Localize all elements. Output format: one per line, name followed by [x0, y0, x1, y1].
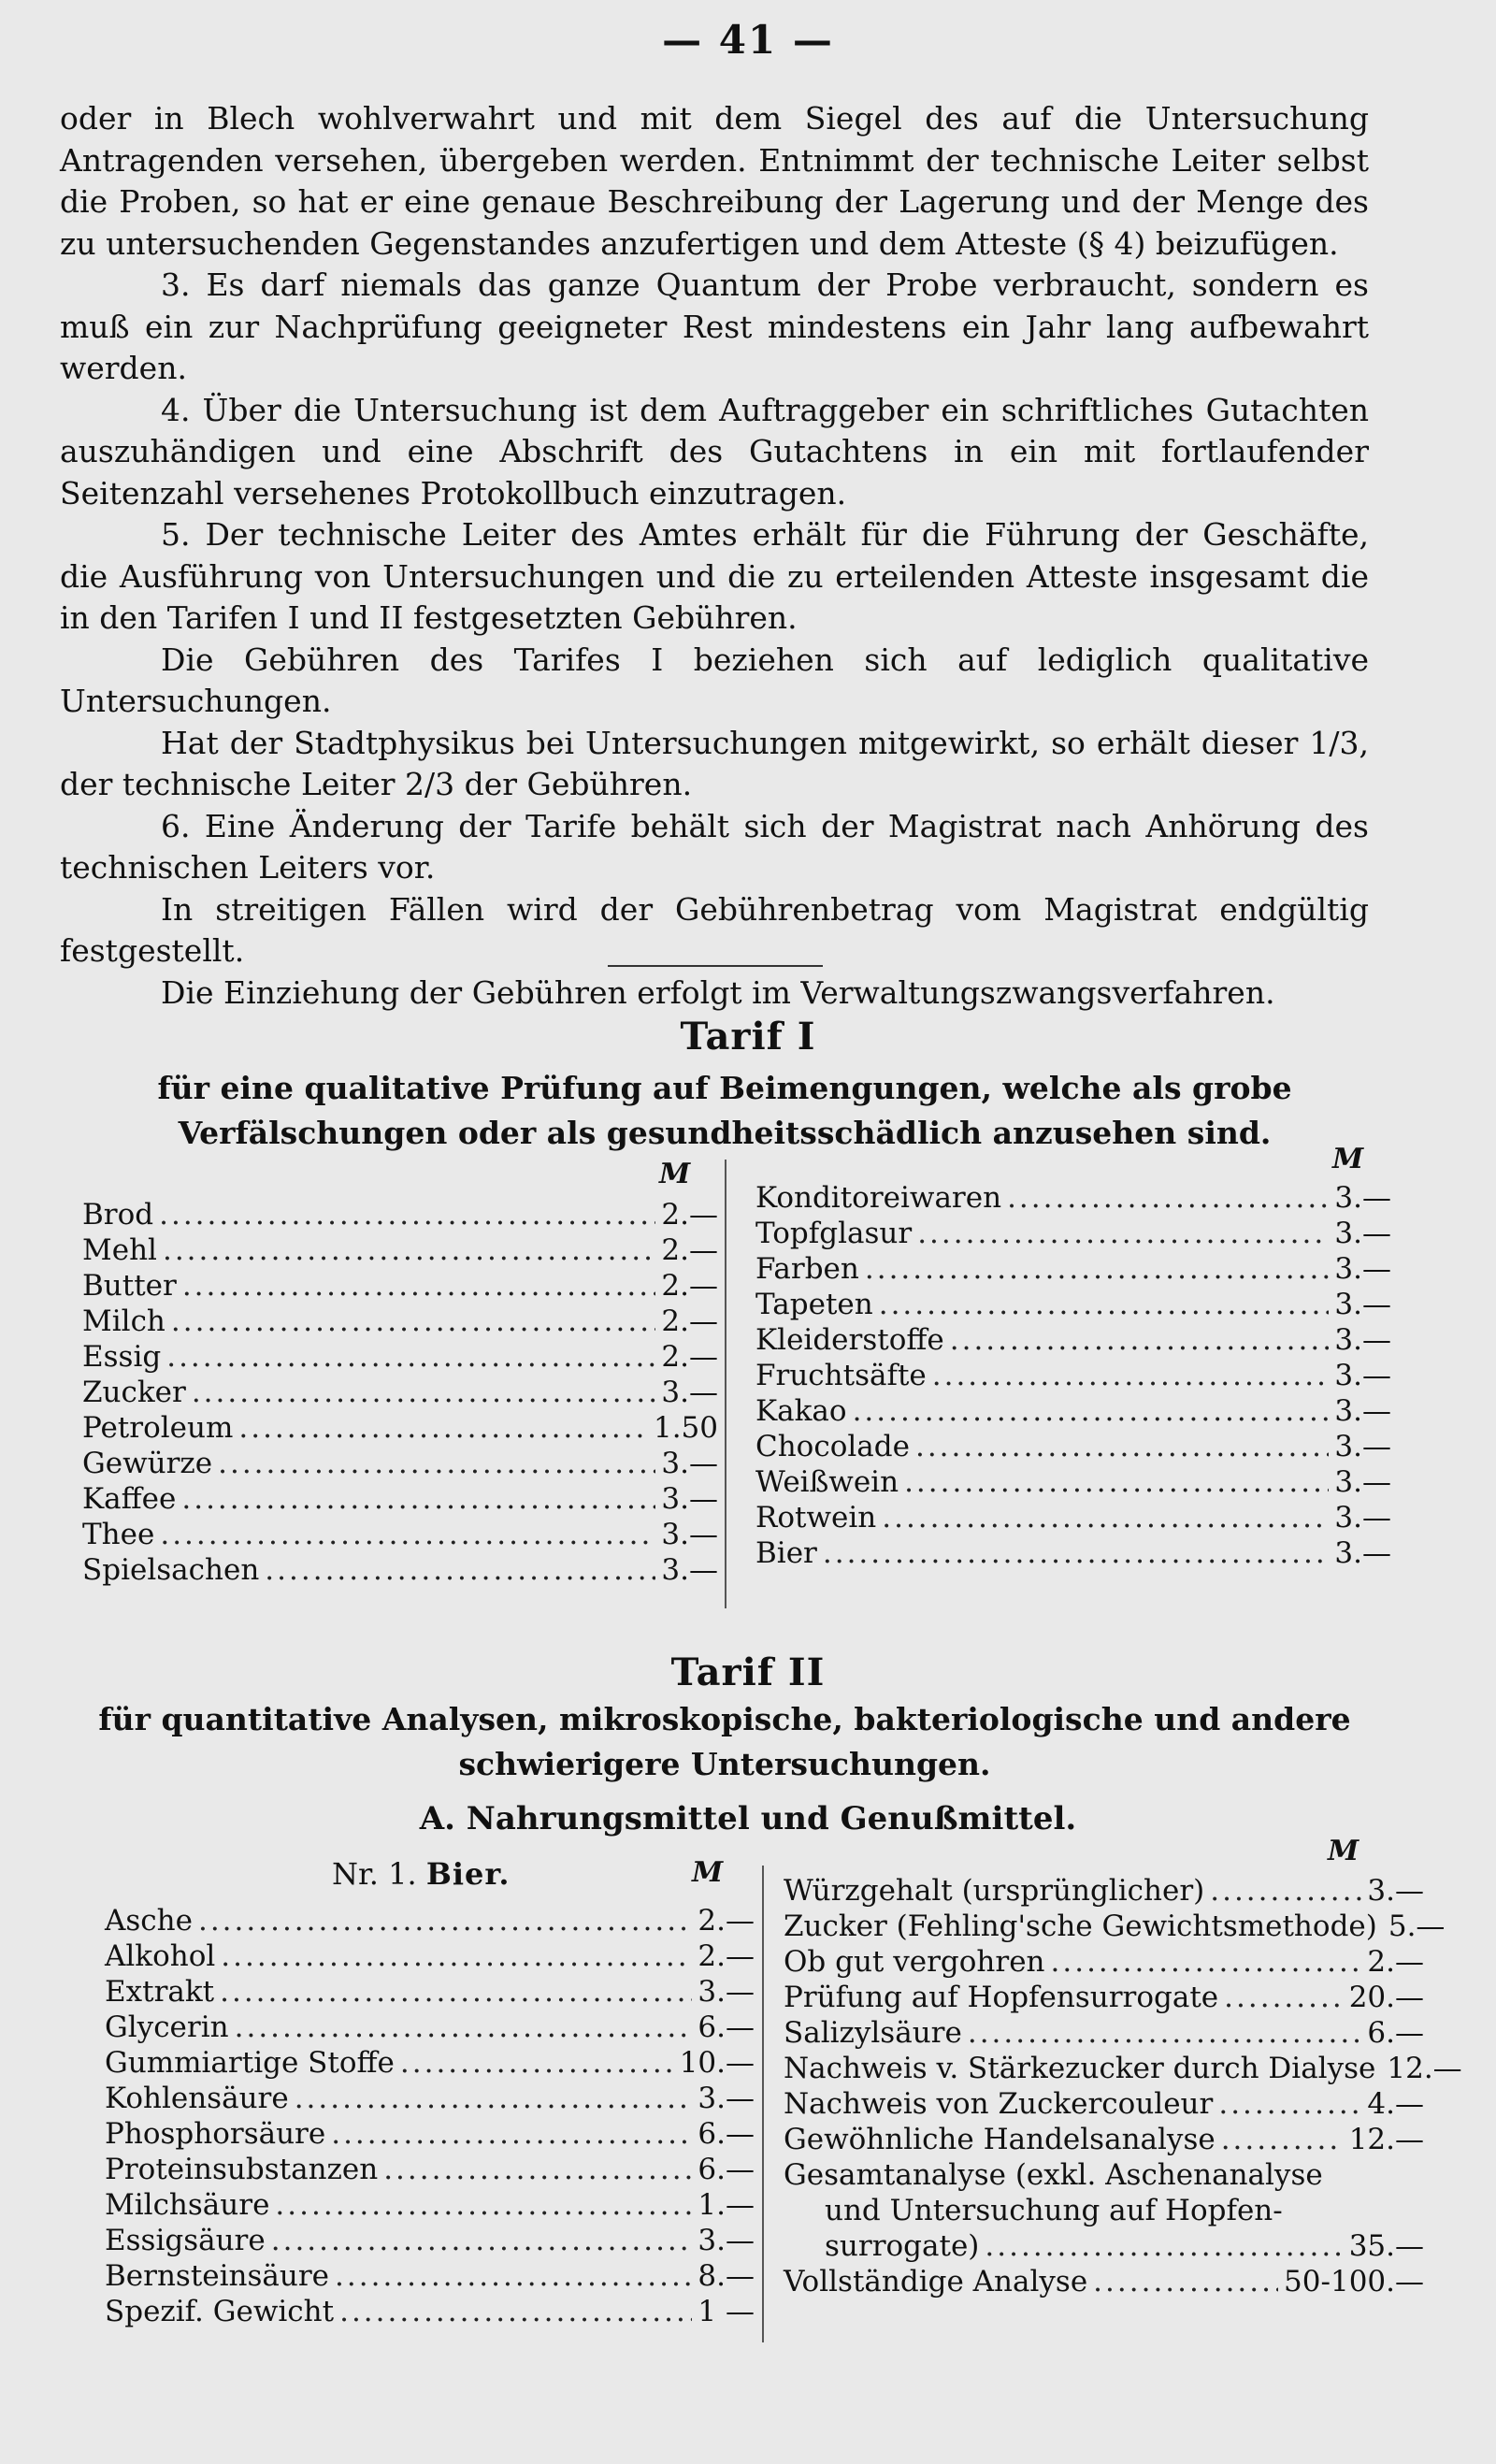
- paragraph-6: 6. Eine Änderung der Tarife behält sich der Magistrat nach Anhörung des technischen Leiters vor.: [60, 807, 1369, 886]
- item-name: Kohlensäure: [105, 2082, 289, 2115]
- bier-heading: [332, 1856, 510, 1892]
- leader-dots: [271, 2223, 693, 2258]
- item-price: 6.—: [698, 2117, 755, 2151]
- tarif1-left-list: [82, 1197, 718, 1588]
- leader-dots: [220, 1974, 692, 2010]
- bier-row: [784, 2051, 1462, 2086]
- item-price: 3.—: [1334, 1465, 1391, 1499]
- item-name: Brod: [82, 1198, 154, 1232]
- bier-row: [105, 1974, 755, 2010]
- tarif2-subtitle: für quantitative Analysen, mikroskopische, bakteriologische und andere schwierigere Untersuchungen.: [98, 1701, 1351, 1782]
- item-name: Rotwein: [755, 1501, 877, 1535]
- bier-row: [784, 1944, 1424, 1980]
- item-name: Salizylsäure: [784, 2016, 962, 2050]
- item-name: Kakao: [755, 1394, 847, 1428]
- leader-dots: [182, 1268, 656, 1304]
- item-price: 3.—: [1334, 1252, 1391, 1286]
- tarif1-right-list: [755, 1180, 1391, 1571]
- item-price: 3.—: [661, 1482, 718, 1516]
- item-name: Milch: [82, 1304, 165, 1338]
- item-name: Mehl: [82, 1233, 157, 1267]
- leader-dots: [275, 2187, 692, 2223]
- voll-name: Vollständige Analyse: [784, 2265, 1088, 2298]
- leader-dots: [238, 1410, 648, 1446]
- tarif1-row: [755, 1251, 1391, 1287]
- item-name: Würzgehalt (ursprünglicher): [784, 1874, 1205, 1908]
- bier-row: [784, 2015, 1424, 2051]
- tarif1-row: [82, 1481, 718, 1517]
- item-price: 3.—: [1334, 1181, 1391, 1215]
- leader-dots: [1221, 2122, 1344, 2157]
- gesamt-line-3-text: surrogate): [825, 2229, 980, 2263]
- gesamt-line-1: Gesamtanalyse (exkl. Aschenanalyse: [784, 2158, 1323, 2192]
- item-price: 2.—: [661, 1233, 718, 1267]
- leader-dots: [160, 1517, 655, 1552]
- leader-dots: [1210, 1873, 1361, 1909]
- leader-dots: [904, 1464, 1329, 1500]
- item-name: Essig: [82, 1340, 162, 1374]
- item-price: 6.—: [698, 2010, 755, 2044]
- leader-dots: [823, 1535, 1330, 1571]
- leader-dots: [865, 1251, 1330, 1287]
- tarif1-column-divider: [725, 1160, 726, 1608]
- tarif1-row: [82, 1446, 718, 1481]
- bier-row: [105, 2045, 755, 2081]
- bier-row: [105, 2152, 755, 2187]
- item-price: 3.—: [1334, 1430, 1391, 1463]
- bier-row: [784, 2122, 1424, 2157]
- leader-dots: [968, 2015, 1362, 2051]
- item-price: 2.—: [661, 1269, 718, 1303]
- item-name: Essigsäure: [105, 2224, 266, 2257]
- item-price: 3.—: [1334, 1359, 1391, 1392]
- item-price: 2.—: [698, 1939, 755, 1973]
- leader-dots: [166, 1339, 655, 1375]
- item-price: 3.—: [661, 1447, 718, 1480]
- leader-dots: [915, 1429, 1329, 1464]
- bier-number: Nr. 1.: [332, 1856, 417, 1892]
- item-price: 2.—: [1367, 1945, 1424, 1979]
- leader-dots: [331, 2116, 692, 2152]
- tarif1-title: Tarif I: [680, 1015, 816, 1059]
- item-name: Thee: [82, 1518, 155, 1551]
- section-divider: [608, 965, 823, 967]
- bier-row: [105, 2010, 755, 2045]
- tarif2-unit-right: M: [1328, 1835, 1359, 1867]
- bier-row: [105, 2116, 755, 2152]
- tarif1-row: [82, 1517, 718, 1552]
- bier-row: [784, 1980, 1424, 2015]
- bier-name: Bier.: [425, 1856, 511, 1892]
- gesamt-line-2: und Untersuchung auf Hopfen-: [825, 2194, 1283, 2227]
- paragraph-5: 5. Der technische Leiter des Amtes erhält für die Führung der Geschäfte, die Ausführung von Untersuchungen und die zu erteilenden Atteste insgesamt die in den Tarifen I und II festgesetzten Gebühren.: [60, 516, 1369, 636]
- item-price: 3.—: [698, 1975, 755, 2009]
- tarif2-column-divider: [762, 1866, 764, 2342]
- leader-dots: [400, 2045, 674, 2081]
- tarif2-title: Tarif II: [670, 1650, 826, 1694]
- item-name: Fruchtsäfte: [755, 1359, 927, 1392]
- bier-row: [784, 2086, 1424, 2122]
- leader-dots: [1093, 2264, 1278, 2299]
- item-price: 3.—: [1334, 1323, 1391, 1357]
- item-price: 3.—: [661, 1376, 718, 1409]
- leader-dots: [171, 1304, 656, 1339]
- bier-row: [105, 1938, 755, 1974]
- item-price: 3.—: [1334, 1501, 1391, 1535]
- item-price: 3.—: [698, 2224, 755, 2257]
- paragraph-4: 4. Über die Untersuchung ist dem Auftraggeber ein schriftliches Gutachten auszuhändigen und eine Abschrift des Gutachtens in ein mit fortlaufender Seitenzahl versehenes Protokollbuch einzutragen.: [60, 391, 1369, 512]
- item-name: Weißwein: [755, 1465, 899, 1499]
- item-name: Nachweis v. Stärkezucker durch Dialyse: [784, 2052, 1376, 2085]
- leader-dots: [917, 1216, 1329, 1251]
- tarif1-row: [755, 1322, 1391, 1358]
- item-price: 3.—: [1334, 1536, 1391, 1570]
- item-price: 3.—: [698, 2082, 755, 2115]
- item-price: 3.—: [1367, 1874, 1424, 1908]
- bier-row: [105, 2294, 755, 2329]
- item-price: 1.—: [698, 2188, 755, 2222]
- bier-row: [105, 1903, 755, 1938]
- item-price: 3.—: [661, 1518, 718, 1551]
- tarif2-unit-left: M: [692, 1856, 724, 1889]
- voll-price: 50-100.—: [1284, 2265, 1424, 2298]
- item-name: Proteinsubstanzen: [105, 2153, 379, 2186]
- paragraph-5b: Die Gebühren des Tarifes I beziehen sich auf lediglich qualitative Untersuchungen.: [60, 641, 1369, 719]
- item-price: 6.—: [698, 2153, 755, 2186]
- item-name: Zucker: [82, 1376, 186, 1409]
- gesamtanalyse-entry: [784, 2157, 1424, 2299]
- item-name: Gummiartige Stoffe: [105, 2046, 395, 2080]
- item-name: Kaffee: [82, 1482, 177, 1516]
- tarif1-unit-right: M: [1332, 1143, 1364, 1175]
- tarif1-row: [755, 1500, 1391, 1535]
- leader-dots: [383, 2152, 692, 2187]
- item-name: Butter: [82, 1269, 177, 1303]
- tarif1-row: [755, 1429, 1391, 1464]
- paragraph-continuation: oder in Blech wohlverwahrt und mit dem Siegel des auf die Untersuchung Antragenden versehen, übergeben werden. Entnimmt der technische Leiter selbst die Proben, so hat er eine genaue Beschreibung der Lagerung und der Menge des zu untersuchenden Gegenstandes anzufertigen und dem Atteste (§ 4) beizufügen.: [60, 100, 1369, 262]
- tarif1-row: [82, 1410, 718, 1446]
- item-name: Spezif. Gewicht: [105, 2295, 335, 2328]
- item-name: Farben: [755, 1252, 859, 1286]
- leader-dots: [932, 1358, 1330, 1393]
- leader-dots: [985, 2228, 1343, 2264]
- item-price: 6.—: [1367, 2016, 1424, 2050]
- tarif1-row: [755, 1216, 1391, 1251]
- bier-row: [105, 2258, 755, 2294]
- tarif1-row: [755, 1464, 1391, 1500]
- tarif1-row: [82, 1268, 718, 1304]
- item-price: 3.—: [1334, 1288, 1391, 1321]
- bier-row: [105, 2223, 755, 2258]
- item-name: Prüfung auf Hopfensurrogate: [784, 1981, 1219, 2014]
- leader-dots: [879, 1287, 1330, 1322]
- tarif1-row: [82, 1552, 718, 1588]
- item-price: 20.—: [1348, 1981, 1424, 2014]
- item-name: Zucker (Fehling'sche Gewichtsmethode): [784, 1909, 1377, 1943]
- leader-dots: [1224, 1980, 1344, 2015]
- item-price: 12.—: [1348, 2123, 1424, 2156]
- item-name: Bier: [755, 1536, 817, 1570]
- item-price: 2.—: [661, 1304, 718, 1338]
- leader-dots: [950, 1322, 1330, 1358]
- leader-dots: [198, 1903, 692, 1938]
- leader-dots: [235, 2010, 693, 2045]
- gesamt-price: 35.—: [1348, 2229, 1424, 2263]
- tarif2-right-list: [784, 1873, 1462, 2157]
- item-price: 4.—: [1367, 2087, 1424, 2121]
- vollstaendige-analyse-row: [784, 2264, 1424, 2299]
- item-name: Alkohol: [105, 1939, 216, 1973]
- tarif2-left-list: [105, 1903, 755, 2329]
- item-name: Milchsäure: [105, 2188, 270, 2222]
- item-price: 12.—: [1387, 2052, 1462, 2085]
- tarif1-row: [82, 1197, 718, 1232]
- paragraph-6c: Die Einziehung der Gebühren erfolgt im Verwaltungszwangsverfahren.: [161, 973, 1275, 1011]
- item-price: 8.—: [698, 2259, 755, 2293]
- tarif1-row: [755, 1287, 1391, 1322]
- tarif1-row: [82, 1375, 718, 1410]
- tarif1-row: [755, 1180, 1391, 1216]
- leader-dots: [853, 1393, 1330, 1429]
- gesamt-line-3: [784, 2228, 1424, 2264]
- leader-dots: [882, 1500, 1329, 1535]
- item-price: 5.—: [1388, 1909, 1446, 1943]
- tarif2-section-a: A. Nahrungsmittel und Genußmittel.: [419, 1800, 1077, 1837]
- tarif1-row: [755, 1535, 1391, 1571]
- item-name: Chocolade: [755, 1430, 910, 1463]
- tarif1-unit-left: M: [659, 1158, 691, 1190]
- item-name: Gewöhnliche Handelsanalyse: [784, 2123, 1216, 2156]
- item-name: Petroleum: [82, 1411, 234, 1445]
- item-name: Bernsteinsäure: [105, 2259, 330, 2293]
- item-price: 1.50: [653, 1411, 718, 1445]
- leader-dots: [181, 1481, 655, 1517]
- leader-dots: [159, 1197, 655, 1232]
- item-name: Ob gut vergohren: [784, 1945, 1045, 1979]
- leader-dots: [221, 1938, 692, 1974]
- item-name: Glycerin: [105, 2010, 229, 2044]
- leader-dots: [1007, 1180, 1329, 1216]
- paragraph-5c: Hat der Stadtphysikus bei Untersuchungen mitgewirkt, so erhält dieser 1/3, der technische Leiter 2/3 der Gebühren.: [60, 724, 1369, 802]
- bier-row: [105, 2187, 755, 2223]
- item-price: 2.—: [661, 1340, 718, 1374]
- item-name: Kleiderstoffe: [755, 1323, 944, 1357]
- item-name: Tapeten: [755, 1288, 873, 1321]
- tarif1-row: [755, 1358, 1391, 1393]
- leader-dots: [1218, 2086, 1361, 2122]
- paragraph-6b: In streitigen Fällen wird der Gebührenbetrag vom Magistrat endgültig festgestellt.: [60, 890, 1369, 969]
- leader-dots: [295, 2081, 693, 2116]
- item-name: Konditoreiwaren: [755, 1181, 1002, 1215]
- tarif1-row: [82, 1232, 718, 1268]
- tarif1-row: [82, 1304, 718, 1339]
- bier-row: [105, 2081, 755, 2116]
- item-name: Extrakt: [105, 1975, 215, 2009]
- item-price: 10.—: [679, 2046, 755, 2080]
- tarif1-row: [755, 1393, 1391, 1429]
- leader-dots: [218, 1446, 655, 1481]
- leader-dots: [192, 1375, 656, 1410]
- page-number: — 41 —: [662, 17, 834, 63]
- item-name: Asche: [105, 1904, 193, 1938]
- item-price: 3.—: [1334, 1217, 1391, 1250]
- bier-row: [784, 1909, 1446, 1944]
- leader-dots: [339, 2294, 692, 2329]
- item-price: 3.—: [1334, 1394, 1391, 1428]
- body-text: [60, 98, 1369, 1014]
- item-name: Phosphorsäure: [105, 2117, 326, 2151]
- item-price: 2.—: [698, 1904, 755, 1938]
- paragraph-3: 3. Es darf niemals das ganze Quantum der Probe verbraucht, sondern es muß ein zur Nachprüfung geeigneter Rest mindestens ein Jahr lang aufbewahrt werden.: [60, 267, 1369, 386]
- item-name: Spielsachen: [82, 1553, 260, 1587]
- item-name: Topfglasur: [755, 1217, 913, 1250]
- leader-dots: [335, 2258, 692, 2294]
- leader-dots: [265, 1552, 655, 1588]
- tarif1-subtitle: für eine qualitative Prüfung auf Beimengungen, welche als grobe Verfälschungen oder als gesundheitsschädlich anzusehen sind.: [157, 1070, 1292, 1151]
- item-name: Nachweis von Zuckercouleur: [784, 2087, 1214, 2121]
- item-name: Gewürze: [82, 1447, 213, 1480]
- bier-row: [784, 1873, 1424, 1909]
- leader-dots: [163, 1232, 655, 1268]
- tarif1-row: [82, 1339, 718, 1375]
- item-price: 1 —: [698, 2295, 755, 2328]
- item-price: 2.—: [661, 1198, 718, 1232]
- item-price: 3.—: [661, 1553, 718, 1587]
- leader-dots: [1051, 1944, 1362, 1980]
